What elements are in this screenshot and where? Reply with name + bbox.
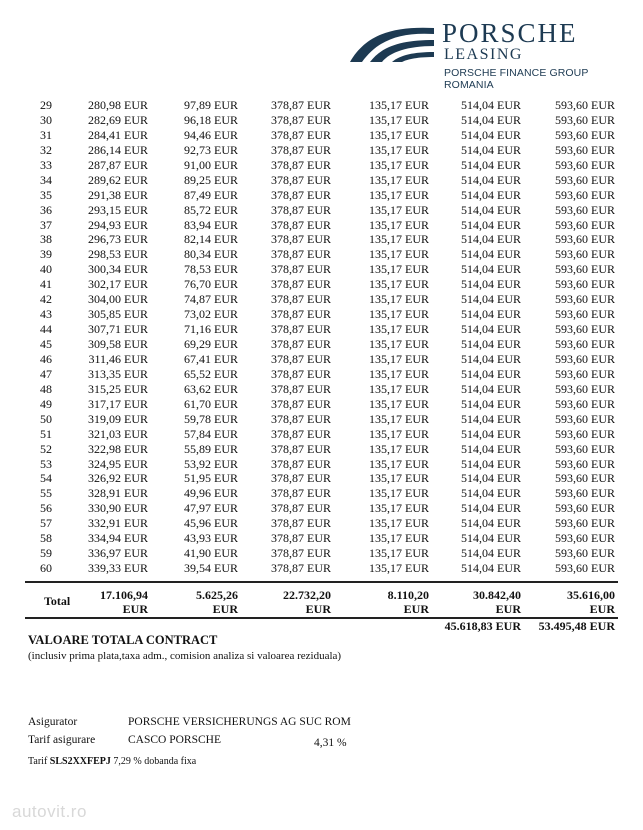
table-row [0, 322, 643, 337]
table-row [0, 442, 643, 457]
table-row [0, 501, 643, 516]
cell-rate-without-vat: 378,87 EUR [271, 172, 331, 187]
brand-name: PORSCHE [442, 18, 578, 48]
payment-schedule-table [0, 98, 643, 576]
cell-rate-with-vat: 514,04 EUR [461, 322, 521, 337]
cell-interest: 91,00 EUR [184, 157, 238, 172]
cell-vat: 135,17 EUR [369, 501, 429, 516]
cell-vat: 135,17 EUR [369, 277, 429, 292]
cell-principal: 282,69 EUR [88, 112, 148, 127]
cell-rate-number: 36 [40, 202, 52, 217]
cell-rate-with-insurance: 593,60 EUR [555, 172, 615, 187]
cell-principal: 332,91 EUR [88, 516, 148, 531]
cell-rate-with-insurance: 593,60 EUR [555, 531, 615, 546]
cell-principal: 286,14 EUR [88, 142, 148, 157]
tariff-label: Tarif asigurare [28, 734, 96, 746]
cell-principal: 302,17 EUR [88, 277, 148, 292]
cell-rate-number: 47 [40, 366, 52, 381]
cell-vat: 135,17 EUR [369, 441, 429, 456]
cell-rate-with-vat: 514,04 EUR [461, 202, 521, 217]
cell-rate-with-insurance: 593,60 EUR [555, 217, 615, 232]
cell-interest: 47,97 EUR [184, 501, 238, 516]
cell-rate-without-vat: 378,87 EUR [271, 411, 331, 426]
cell-rate-with-vat: 514,04 EUR [461, 217, 521, 232]
grand-total-2: 53.495,48 EUR [538, 619, 615, 633]
tarif-prefix: Tarif [28, 756, 48, 767]
cell-rate-with-insurance: 593,60 EUR [555, 561, 615, 576]
cell-interest: 55,89 EUR [184, 441, 238, 456]
contract-title: VALOARE TOTALA CONTRACT [28, 633, 218, 647]
cell-principal: 328,91 EUR [88, 486, 148, 501]
cell-vat: 135,17 EUR [369, 98, 429, 112]
cell-interest: 97,89 EUR [184, 98, 238, 112]
table-row [0, 292, 643, 307]
cell-interest: 67,41 EUR [184, 351, 238, 366]
cell-rate-without-vat: 378,87 EUR [271, 486, 331, 501]
table-row [0, 561, 643, 576]
tariff-percent: 4,31 % [314, 737, 347, 749]
cell-vat: 135,17 EUR [369, 217, 429, 232]
cell-rate-with-vat: 514,04 EUR [461, 172, 521, 187]
table-row [0, 471, 643, 486]
cell-rate-with-insurance: 593,60 EUR [555, 546, 615, 561]
cell-rate-with-vat: 514,04 EUR [461, 292, 521, 307]
table-row [0, 98, 643, 113]
cell-interest: 92,73 EUR [184, 142, 238, 157]
cell-rate-number: 56 [40, 501, 52, 516]
insurer-value: PORSCHE VERSICHERUNGS AG SUC ROM [128, 716, 351, 728]
cell-rate-without-vat: 378,87 EUR [271, 456, 331, 471]
cell-rate-number: 41 [40, 277, 52, 292]
cell-principal: 289,62 EUR [88, 172, 148, 187]
cell-rate-without-vat: 378,87 EUR [271, 366, 331, 381]
total-vat: 8.110,20 EUR [387, 588, 429, 616]
cell-rate-number: 42 [40, 292, 52, 307]
total-with-vat: 30.842,40 EUR [473, 588, 521, 616]
table-divider [25, 581, 618, 583]
cell-vat: 135,17 EUR [369, 486, 429, 501]
cell-rate-without-vat: 378,87 EUR [271, 561, 331, 576]
cell-rate-number: 39 [40, 247, 52, 262]
cell-interest: 78,53 EUR [184, 262, 238, 277]
contract-note: (inclusiv prima plata,taxa adm., comision analiza si valoarea reziduala) [28, 650, 342, 662]
cell-rate-with-vat: 514,04 EUR [461, 187, 521, 202]
cell-rate-with-vat: 514,04 EUR [461, 142, 521, 157]
cell-rate-number: 40 [40, 262, 52, 277]
watermark: autovit.ro [12, 802, 87, 821]
cell-rate-without-vat: 378,87 EUR [271, 112, 331, 127]
cell-vat: 135,17 EUR [369, 366, 429, 381]
table-divider-bottom [25, 617, 618, 619]
cell-principal: 336,97 EUR [88, 546, 148, 561]
porsche-swoosh-icon [348, 22, 436, 64]
cell-rate-with-vat: 514,04 EUR [461, 337, 521, 351]
cell-rate-with-vat: 514,04 EUR [461, 366, 521, 381]
cell-principal: 293,15 EUR [88, 202, 148, 217]
cell-rate-with-vat: 514,04 EUR [461, 98, 521, 112]
cell-rate-without-vat: 378,87 EUR [271, 531, 331, 546]
cell-vat: 135,17 EUR [369, 351, 429, 366]
cell-vat: 135,17 EUR [369, 516, 429, 531]
cell-rate-number: 55 [40, 486, 52, 501]
table-row [0, 531, 643, 546]
cell-rate-without-vat: 378,87 EUR [271, 471, 331, 486]
cell-vat: 135,17 EUR [369, 411, 429, 426]
cell-rate-with-vat: 514,04 EUR [461, 277, 521, 292]
cell-interest: 85,72 EUR [184, 202, 238, 217]
tarif-line [28, 756, 196, 767]
totals-label: Total [44, 594, 71, 608]
cell-principal: 319,09 EUR [88, 411, 148, 426]
cell-principal: 296,73 EUR [88, 232, 148, 247]
cell-interest: 51,95 EUR [184, 471, 238, 486]
cell-interest: 71,16 EUR [184, 322, 238, 337]
cell-rate-with-insurance: 593,60 EUR [555, 337, 615, 351]
cell-vat: 135,17 EUR [369, 262, 429, 277]
table-row [0, 427, 643, 442]
cell-interest: 43,93 EUR [184, 531, 238, 546]
cell-rate-number: 38 [40, 232, 52, 247]
table-row [0, 307, 643, 322]
table-row [0, 262, 643, 277]
cell-rate-with-insurance: 593,60 EUR [555, 127, 615, 142]
cell-rate-with-vat: 514,04 EUR [461, 127, 521, 142]
cell-vat: 135,17 EUR [369, 546, 429, 561]
table-row [0, 337, 643, 352]
cell-interest: 49,96 EUR [184, 486, 238, 501]
cell-principal: 317,17 EUR [88, 396, 148, 411]
cell-rate-with-vat: 514,04 EUR [461, 471, 521, 486]
cell-rate-with-insurance: 593,60 EUR [555, 98, 615, 112]
cell-principal: 305,85 EUR [88, 307, 148, 322]
cell-vat: 135,17 EUR [369, 426, 429, 441]
cell-rate-with-vat: 514,04 EUR [461, 441, 521, 456]
cell-rate-with-insurance: 593,60 EUR [555, 202, 615, 217]
table-row [0, 218, 643, 233]
cell-vat: 135,17 EUR [369, 292, 429, 307]
cell-rate-without-vat: 378,87 EUR [271, 127, 331, 142]
cell-rate-with-vat: 514,04 EUR [461, 157, 521, 172]
cell-interest: 63,62 EUR [184, 381, 238, 396]
cell-vat: 135,17 EUR [369, 187, 429, 202]
cell-vat: 135,17 EUR [369, 307, 429, 322]
cell-vat: 135,17 EUR [369, 142, 429, 157]
cell-interest: 61,70 EUR [184, 396, 238, 411]
cell-rate-with-vat: 514,04 EUR [461, 112, 521, 127]
cell-principal: 334,94 EUR [88, 531, 148, 546]
cell-interest: 80,34 EUR [184, 247, 238, 262]
cell-rate-with-vat: 514,04 EUR [461, 501, 521, 516]
table-row [0, 188, 643, 203]
cell-rate-with-vat: 514,04 EUR [461, 486, 521, 501]
cell-principal: 291,38 EUR [88, 187, 148, 202]
cell-rate-with-insurance: 593,60 EUR [555, 232, 615, 247]
cell-principal: 280,98 EUR [88, 98, 148, 112]
cell-vat: 135,17 EUR [369, 456, 429, 471]
table-row [0, 412, 643, 427]
cell-rate-with-insurance: 593,60 EUR [555, 322, 615, 337]
cell-rate-with-vat: 514,04 EUR [461, 381, 521, 396]
cell-rate-with-insurance: 593,60 EUR [555, 366, 615, 381]
cell-rate-number: 45 [40, 337, 52, 351]
cell-principal: 304,00 EUR [88, 292, 148, 307]
table-row [0, 113, 643, 128]
cell-rate-without-vat: 378,87 EUR [271, 217, 331, 232]
cell-rate-with-insurance: 593,60 EUR [555, 426, 615, 441]
cell-vat: 135,17 EUR [369, 157, 429, 172]
cell-rate-with-insurance: 593,60 EUR [555, 142, 615, 157]
cell-principal: 339,33 EUR [88, 561, 148, 576]
cell-rate-number: 53 [40, 456, 52, 471]
table-row [0, 486, 643, 501]
table-row [0, 203, 643, 218]
cell-rate-without-vat: 378,87 EUR [271, 262, 331, 277]
cell-vat: 135,17 EUR [369, 247, 429, 262]
cell-interest: 59,78 EUR [184, 411, 238, 426]
cell-rate-without-vat: 378,87 EUR [271, 307, 331, 322]
porsche-leasing-logo [348, 18, 633, 91]
cell-rate-without-vat: 378,87 EUR [271, 322, 331, 337]
cell-rate-with-vat: 514,04 EUR [461, 546, 521, 561]
cell-principal: 324,95 EUR [88, 456, 148, 471]
cell-interest: 41,90 EUR [184, 546, 238, 561]
table-row [0, 352, 643, 367]
table-row [0, 277, 643, 292]
cell-rate-number: 35 [40, 187, 52, 202]
cell-interest: 65,52 EUR [184, 366, 238, 381]
cell-vat: 135,17 EUR [369, 112, 429, 127]
total-interest: 5.625,26 EUR [196, 588, 238, 616]
cell-rate-without-vat: 378,87 EUR [271, 351, 331, 366]
cell-rate-without-vat: 378,87 EUR [271, 277, 331, 292]
cell-interest: 69,29 EUR [184, 337, 238, 351]
cell-rate-without-vat: 378,87 EUR [271, 426, 331, 441]
cell-rate-with-vat: 514,04 EUR [461, 561, 521, 576]
cell-rate-with-insurance: 593,60 EUR [555, 456, 615, 471]
cell-vat: 135,17 EUR [369, 561, 429, 576]
cell-principal: 321,03 EUR [88, 426, 148, 441]
cell-vat: 135,17 EUR [369, 471, 429, 486]
cell-rate-number: 32 [40, 142, 52, 157]
cell-rate-with-vat: 514,04 EUR [461, 351, 521, 366]
table-row [0, 247, 643, 262]
cell-rate-number: 33 [40, 157, 52, 172]
insurer-label: Asigurator [28, 716, 78, 728]
cell-principal: 326,92 EUR [88, 471, 148, 486]
cell-rate-with-vat: 514,04 EUR [461, 396, 521, 411]
total-rate: 22.732,20 EUR [283, 588, 331, 616]
tarif-rest: 7,29 % dobanda fixa [113, 756, 197, 767]
cell-interest: 94,46 EUR [184, 127, 238, 142]
cell-rate-number: 29 [40, 98, 52, 112]
cell-rate-without-vat: 378,87 EUR [271, 501, 331, 516]
total-principal: 17.106,94 EUR [100, 588, 148, 616]
cell-rate-without-vat: 378,87 EUR [271, 292, 331, 307]
table-row [0, 173, 643, 188]
table-row [0, 546, 643, 561]
cell-principal: 322,98 EUR [88, 441, 148, 456]
cell-vat: 135,17 EUR [369, 396, 429, 411]
cell-rate-with-insurance: 593,60 EUR [555, 396, 615, 411]
cell-rate-number: 30 [40, 112, 52, 127]
cell-principal: 300,34 EUR [88, 262, 148, 277]
cell-interest: 57,84 EUR [184, 426, 238, 441]
cell-rate-number: 57 [40, 516, 52, 531]
cell-principal: 298,53 EUR [88, 247, 148, 262]
cell-rate-with-vat: 514,04 EUR [461, 247, 521, 262]
cell-vat: 135,17 EUR [369, 202, 429, 217]
cell-rate-with-insurance: 593,60 EUR [555, 307, 615, 322]
cell-vat: 135,17 EUR [369, 232, 429, 247]
cell-principal: 313,35 EUR [88, 366, 148, 381]
brand-group: PORSCHE FINANCE GROUP ROMANIA [444, 67, 589, 91]
cell-principal: 307,71 EUR [88, 322, 148, 337]
cell-rate-with-insurance: 593,60 EUR [555, 486, 615, 501]
cell-interest: 87,49 EUR [184, 187, 238, 202]
table-row [0, 397, 643, 412]
cell-principal: 287,87 EUR [88, 157, 148, 172]
cell-rate-with-insurance: 593,60 EUR [555, 157, 615, 172]
cell-vat: 135,17 EUR [369, 127, 429, 142]
cell-rate-without-vat: 378,87 EUR [271, 98, 331, 112]
table-row [0, 457, 643, 472]
cell-interest: 74,87 EUR [184, 292, 238, 307]
cell-rate-without-vat: 378,87 EUR [271, 396, 331, 411]
cell-rate-with-vat: 514,04 EUR [461, 531, 521, 546]
cell-rate-number: 34 [40, 172, 52, 187]
cell-rate-number: 51 [40, 426, 52, 441]
table-row [0, 382, 643, 397]
cell-rate-with-vat: 514,04 EUR [461, 411, 521, 426]
cell-rate-without-vat: 378,87 EUR [271, 546, 331, 561]
cell-rate-number: 31 [40, 127, 52, 142]
cell-rate-with-insurance: 593,60 EUR [555, 262, 615, 277]
cell-rate-number: 50 [40, 411, 52, 426]
cell-interest: 53,92 EUR [184, 456, 238, 471]
cell-rate-with-insurance: 593,60 EUR [555, 381, 615, 396]
cell-rate-with-insurance: 593,60 EUR [555, 187, 615, 202]
table-row [0, 367, 643, 382]
table-row [0, 232, 643, 247]
cell-rate-number: 48 [40, 381, 52, 396]
cell-vat: 135,17 EUR [369, 172, 429, 187]
cell-principal: 315,25 EUR [88, 381, 148, 396]
cell-rate-without-vat: 378,87 EUR [271, 516, 331, 531]
brand-sub: LEASING [444, 46, 523, 63]
cell-rate-without-vat: 378,87 EUR [271, 187, 331, 202]
tariff-value: CASCO PORSCHE [128, 734, 221, 746]
cell-rate-without-vat: 378,87 EUR [271, 441, 331, 456]
cell-rate-without-vat: 378,87 EUR [271, 202, 331, 217]
cell-rate-with-insurance: 593,60 EUR [555, 441, 615, 456]
cell-interest: 89,25 EUR [184, 172, 238, 187]
cell-rate-with-insurance: 593,60 EUR [555, 112, 615, 127]
cell-vat: 135,17 EUR [369, 531, 429, 546]
cell-rate-with-insurance: 593,60 EUR [555, 411, 615, 426]
cell-rate-with-vat: 514,04 EUR [461, 426, 521, 441]
cell-principal: 311,46 EUR [88, 351, 148, 366]
cell-interest: 45,96 EUR [184, 516, 238, 531]
cell-rate-with-vat: 514,04 EUR [461, 232, 521, 247]
cell-rate-with-insurance: 593,60 EUR [555, 247, 615, 262]
cell-principal: 284,41 EUR [88, 127, 148, 142]
cell-interest: 76,70 EUR [184, 277, 238, 292]
cell-rate-number: 37 [40, 217, 52, 232]
cell-rate-with-vat: 514,04 EUR [461, 307, 521, 322]
table-row [0, 158, 643, 173]
cell-rate-with-insurance: 593,60 EUR [555, 277, 615, 292]
total-with-insurance: 35.616,00 EUR [567, 588, 615, 616]
cell-rate-number: 58 [40, 531, 52, 546]
grand-total-1: 45.618,83 EUR [444, 619, 521, 633]
cell-rate-without-vat: 378,87 EUR [271, 381, 331, 396]
cell-vat: 135,17 EUR [369, 381, 429, 396]
cell-rate-without-vat: 378,87 EUR [271, 232, 331, 247]
cell-rate-number: 46 [40, 351, 52, 366]
cell-rate-number: 60 [40, 561, 52, 576]
cell-principal: 330,90 EUR [88, 501, 148, 516]
table-row [0, 128, 643, 143]
cell-interest: 82,14 EUR [184, 232, 238, 247]
cell-interest: 83,94 EUR [184, 217, 238, 232]
cell-rate-with-vat: 514,04 EUR [461, 456, 521, 471]
cell-rate-with-insurance: 593,60 EUR [555, 516, 615, 531]
table-row [0, 143, 643, 158]
cell-rate-with-insurance: 593,60 EUR [555, 501, 615, 516]
cell-rate-with-vat: 514,04 EUR [461, 262, 521, 277]
cell-rate-number: 43 [40, 307, 52, 322]
cell-rate-number: 52 [40, 441, 52, 456]
cell-rate-number: 54 [40, 471, 52, 486]
cell-principal: 294,93 EUR [88, 217, 148, 232]
tarif-code: SLS2XXFEPJ [49, 756, 111, 767]
cell-interest: 73,02 EUR [184, 307, 238, 322]
cell-rate-without-vat: 378,87 EUR [271, 142, 331, 157]
cell-rate-number: 59 [40, 546, 52, 561]
cell-rate-without-vat: 378,87 EUR [271, 247, 331, 262]
cell-vat: 135,17 EUR [369, 337, 429, 351]
cell-rate-without-vat: 378,87 EUR [271, 157, 331, 172]
cell-rate-number: 49 [40, 396, 52, 411]
cell-rate-with-vat: 514,04 EUR [461, 516, 521, 531]
cell-rate-number: 44 [40, 322, 52, 337]
table-row [0, 516, 643, 531]
cell-interest: 39,54 EUR [184, 561, 238, 576]
cell-rate-with-insurance: 593,60 EUR [555, 471, 615, 486]
cell-principal: 309,58 EUR [88, 337, 148, 351]
cell-interest: 96,18 EUR [184, 112, 238, 127]
cell-rate-with-insurance: 593,60 EUR [555, 292, 615, 307]
cell-vat: 135,17 EUR [369, 322, 429, 337]
cell-rate-with-insurance: 593,60 EUR [555, 351, 615, 366]
cell-rate-without-vat: 378,87 EUR [271, 337, 331, 351]
